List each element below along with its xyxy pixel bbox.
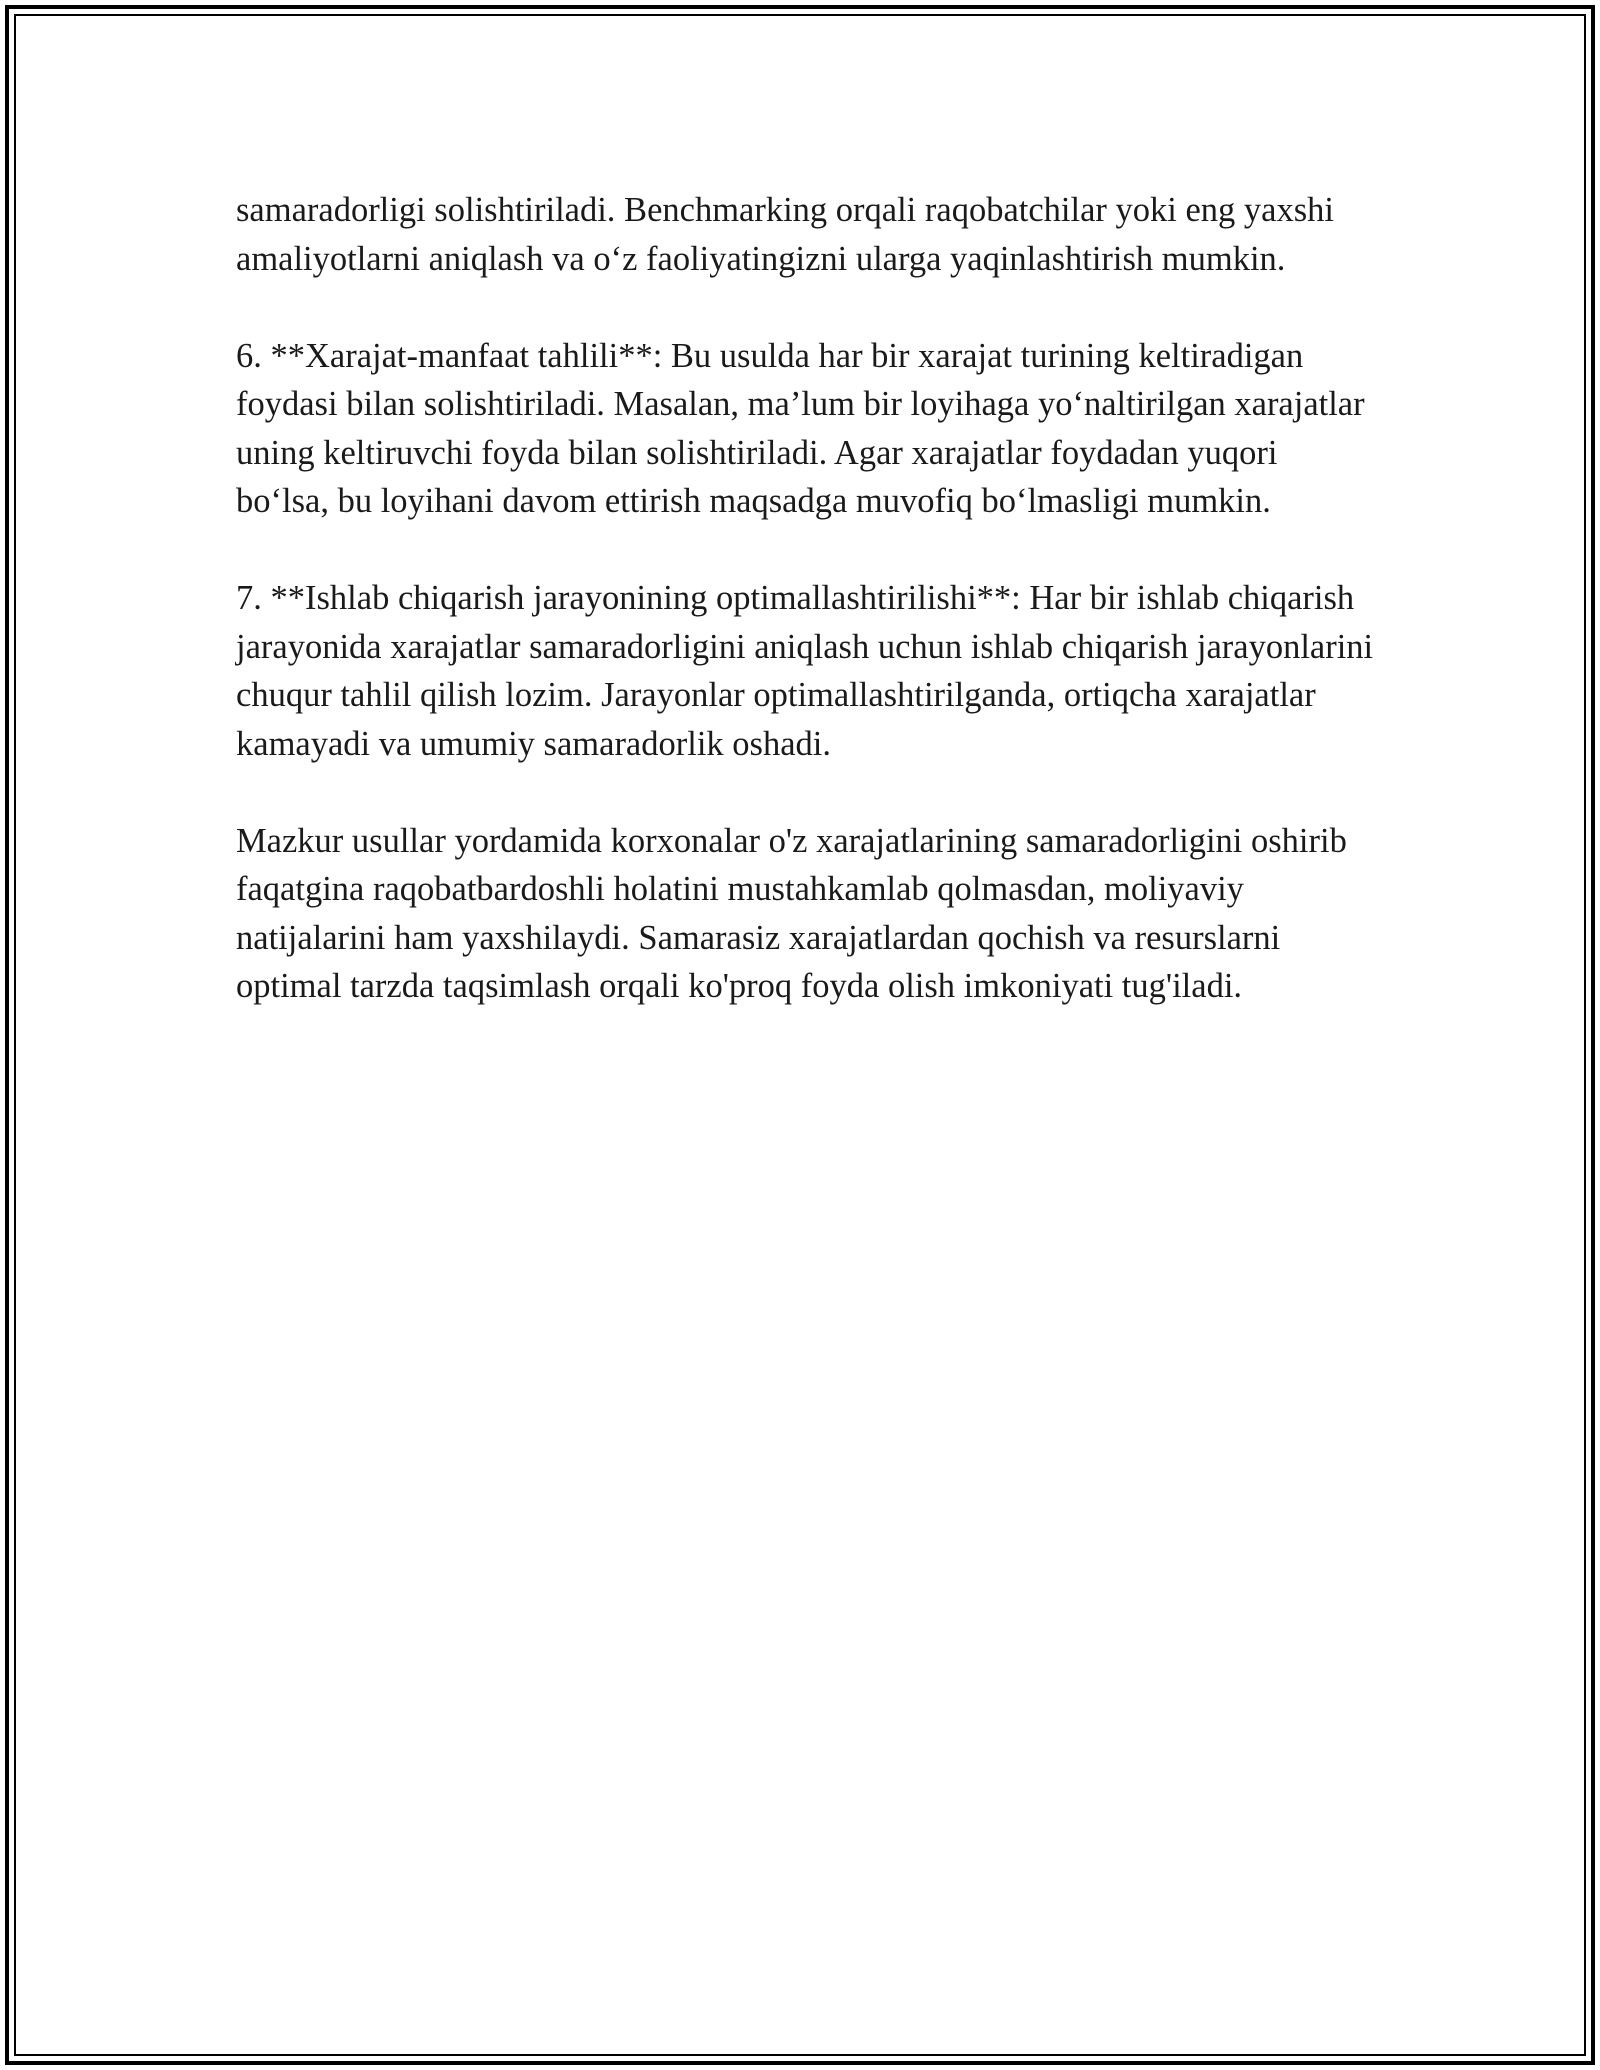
- document-body: [236, 186, 1376, 1059]
- paragraph-process-optimization: 7. **Ishlab chiqarish jarayonining optimallashtirilishi**: Har bir ishlab chiqarish jarayonida xarajatlar samaradorligini aniqlash uchun ishlab chiqarish jarayonlarini chuqur tahlil qilish lozim. Jarayonlar optimallashtirilganda, ortiqcha xarajatlar kamayadi va umumiy samaradorlik oshadi.: [236, 579, 1374, 763]
- paragraph-cost-benefit-analysis: 6. **Xarajat-manfaat tahlili**: Bu usulda har bir xarajat turining keltiradigan foydasi bilan solishtiriladi. Masalan, ma’lum bir loyihaga yo‘naltirilgan xarajatlar uning keltiruvchi foyda bilan solishtiriladi. Agar xarajatlar foydadan yuqori bo‘lsa, bu loyihani davom ettirish maqsadga muvofiq bo‘lmasligi mumkin.: [236, 336, 1365, 520]
- paragraph-conclusion: Mazkur usullar yordamida korxonalar o'z xarajatlarining samaradorligini oshirib faqatgina raqobatbardoshli holatini mustahkamlab qolmasdan, moliyaviy natijalarini ham yaxshilaydi. Samarasiz xarajatlardan qochish va resurslarni optimal tarzda taqsimlash orqali ko'proq foyda olish imkoniyati tug'iladi.: [236, 821, 1347, 1005]
- paragraph-benchmarking-continuation: samaradorligi solishtiriladi. Benchmarking orqali raqobatchilar yoki eng yaxshi amaliyotlarni aniqlash va o‘z faoliyatingizni ularga yaqinlashtirish mumkin.: [236, 191, 1334, 278]
